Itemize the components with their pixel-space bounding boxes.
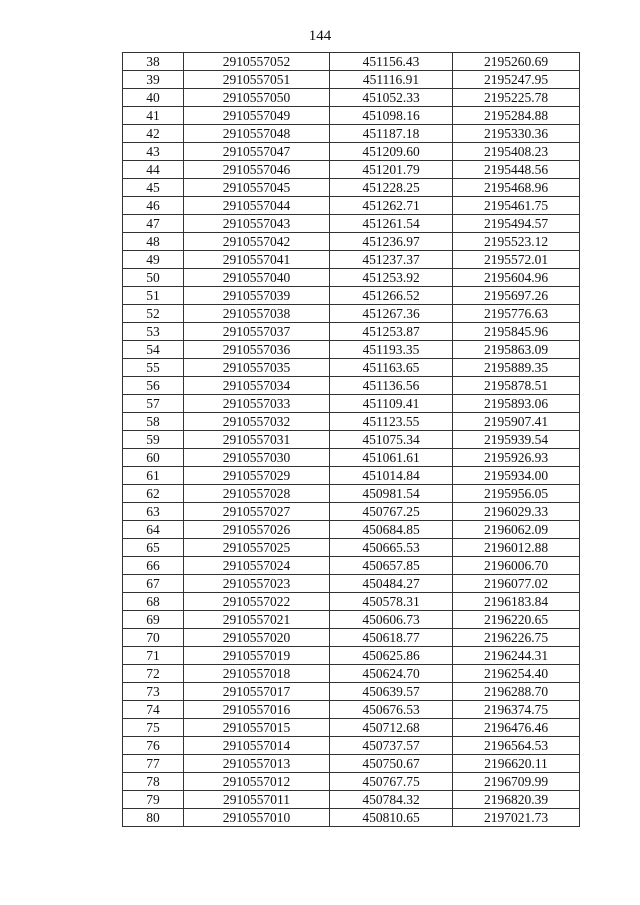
x-coordinate-cell: 450484.27 bbox=[330, 575, 453, 593]
point-id-cell: 2910557015 bbox=[184, 719, 330, 737]
x-coordinate-cell: 450981.54 bbox=[330, 485, 453, 503]
x-coordinate-cell: 451163.65 bbox=[330, 359, 453, 377]
y-coordinate-cell: 2195907.41 bbox=[453, 413, 580, 431]
point-number-cell: 50 bbox=[123, 269, 184, 287]
point-id-cell: 2910557039 bbox=[184, 287, 330, 305]
x-coordinate-cell: 451061.61 bbox=[330, 449, 453, 467]
y-coordinate-cell: 2196062.09 bbox=[453, 521, 580, 539]
x-coordinate-cell: 450625.86 bbox=[330, 647, 453, 665]
table-row bbox=[123, 575, 580, 593]
table-row bbox=[123, 233, 580, 251]
point-id-cell: 2910557031 bbox=[184, 431, 330, 449]
x-coordinate-cell: 451116.91 bbox=[330, 71, 453, 89]
x-coordinate-cell: 451228.25 bbox=[330, 179, 453, 197]
point-number-cell: 74 bbox=[123, 701, 184, 719]
table-row bbox=[123, 359, 580, 377]
point-id-cell: 2910557048 bbox=[184, 125, 330, 143]
point-number-cell: 76 bbox=[123, 737, 184, 755]
point-id-cell: 2910557022 bbox=[184, 593, 330, 611]
table-row bbox=[123, 467, 580, 485]
y-coordinate-cell: 2196226.75 bbox=[453, 629, 580, 647]
point-number-cell: 45 bbox=[123, 179, 184, 197]
x-coordinate-cell: 451253.87 bbox=[330, 323, 453, 341]
table-row bbox=[123, 269, 580, 287]
table-row bbox=[123, 539, 580, 557]
point-id-cell: 2910557035 bbox=[184, 359, 330, 377]
point-number-cell: 79 bbox=[123, 791, 184, 809]
table-row bbox=[123, 503, 580, 521]
point-number-cell: 78 bbox=[123, 773, 184, 791]
x-coordinate-cell: 451236.97 bbox=[330, 233, 453, 251]
point-id-cell: 2910557050 bbox=[184, 89, 330, 107]
point-id-cell: 2910557025 bbox=[184, 539, 330, 557]
x-coordinate-cell: 450624.70 bbox=[330, 665, 453, 683]
point-number-cell: 42 bbox=[123, 125, 184, 143]
point-id-cell: 2910557041 bbox=[184, 251, 330, 269]
table-row bbox=[123, 179, 580, 197]
point-id-cell: 2910557020 bbox=[184, 629, 330, 647]
x-coordinate-cell: 451123.55 bbox=[330, 413, 453, 431]
point-id-cell: 2910557045 bbox=[184, 179, 330, 197]
point-number-cell: 43 bbox=[123, 143, 184, 161]
x-coordinate-cell: 451075.34 bbox=[330, 431, 453, 449]
x-coordinate-cell: 450767.75 bbox=[330, 773, 453, 791]
point-number-cell: 56 bbox=[123, 377, 184, 395]
y-coordinate-cell: 2196254.40 bbox=[453, 665, 580, 683]
y-coordinate-cell: 2195845.96 bbox=[453, 323, 580, 341]
y-coordinate-cell: 2196006.70 bbox=[453, 557, 580, 575]
point-number-cell: 59 bbox=[123, 431, 184, 449]
point-number-cell: 65 bbox=[123, 539, 184, 557]
point-number-cell: 71 bbox=[123, 647, 184, 665]
table-row bbox=[123, 143, 580, 161]
y-coordinate-cell: 2196564.53 bbox=[453, 737, 580, 755]
y-coordinate-cell: 2195934.00 bbox=[453, 467, 580, 485]
y-coordinate-cell: 2195260.69 bbox=[453, 53, 580, 71]
point-id-cell: 2910557040 bbox=[184, 269, 330, 287]
table-row bbox=[123, 89, 580, 107]
point-number-cell: 62 bbox=[123, 485, 184, 503]
x-coordinate-cell: 450810.65 bbox=[330, 809, 453, 827]
x-coordinate-cell: 451187.18 bbox=[330, 125, 453, 143]
page-number: 144 bbox=[308, 28, 332, 44]
table-row bbox=[123, 395, 580, 413]
point-id-cell: 2910557032 bbox=[184, 413, 330, 431]
point-number-cell: 58 bbox=[123, 413, 184, 431]
point-id-cell: 2910557044 bbox=[184, 197, 330, 215]
point-id-cell: 2910557017 bbox=[184, 683, 330, 701]
table-row bbox=[123, 377, 580, 395]
point-id-cell: 2910557030 bbox=[184, 449, 330, 467]
table-row bbox=[123, 215, 580, 233]
x-coordinate-cell: 451261.54 bbox=[330, 215, 453, 233]
point-number-cell: 69 bbox=[123, 611, 184, 629]
x-coordinate-cell: 450618.77 bbox=[330, 629, 453, 647]
point-id-cell: 2910557011 bbox=[184, 791, 330, 809]
point-number-cell: 77 bbox=[123, 755, 184, 773]
x-coordinate-cell: 450665.53 bbox=[330, 539, 453, 557]
point-number-cell: 57 bbox=[123, 395, 184, 413]
x-coordinate-cell: 451109.41 bbox=[330, 395, 453, 413]
x-coordinate-cell: 451201.79 bbox=[330, 161, 453, 179]
x-coordinate-cell: 450737.57 bbox=[330, 737, 453, 755]
point-number-cell: 48 bbox=[123, 233, 184, 251]
point-id-cell: 2910557024 bbox=[184, 557, 330, 575]
y-coordinate-cell: 2195878.51 bbox=[453, 377, 580, 395]
point-id-cell: 2910557012 bbox=[184, 773, 330, 791]
table-row bbox=[123, 251, 580, 269]
y-coordinate-cell: 2196077.02 bbox=[453, 575, 580, 593]
table-row bbox=[123, 611, 580, 629]
point-id-cell: 2910557049 bbox=[184, 107, 330, 125]
point-number-cell: 51 bbox=[123, 287, 184, 305]
table-row bbox=[123, 197, 580, 215]
point-number-cell: 39 bbox=[123, 71, 184, 89]
point-number-cell: 55 bbox=[123, 359, 184, 377]
point-number-cell: 41 bbox=[123, 107, 184, 125]
table-row bbox=[123, 719, 580, 737]
y-coordinate-cell: 2196029.33 bbox=[453, 503, 580, 521]
point-id-cell: 2910557027 bbox=[184, 503, 330, 521]
x-coordinate-cell: 450657.85 bbox=[330, 557, 453, 575]
x-coordinate-cell: 451262.71 bbox=[330, 197, 453, 215]
table-row bbox=[123, 287, 580, 305]
y-coordinate-cell: 2195461.75 bbox=[453, 197, 580, 215]
x-coordinate-cell: 450639.57 bbox=[330, 683, 453, 701]
point-id-cell: 2910557037 bbox=[184, 323, 330, 341]
y-coordinate-cell: 2196220.65 bbox=[453, 611, 580, 629]
y-coordinate-cell: 2195494.57 bbox=[453, 215, 580, 233]
point-id-cell: 2910557028 bbox=[184, 485, 330, 503]
table-row bbox=[123, 485, 580, 503]
y-coordinate-cell: 2195863.09 bbox=[453, 341, 580, 359]
point-number-cell: 68 bbox=[123, 593, 184, 611]
table-row bbox=[123, 683, 580, 701]
point-id-cell: 2910557043 bbox=[184, 215, 330, 233]
point-number-cell: 67 bbox=[123, 575, 184, 593]
y-coordinate-cell: 2195448.56 bbox=[453, 161, 580, 179]
table-row bbox=[123, 125, 580, 143]
y-coordinate-cell: 2195776.63 bbox=[453, 305, 580, 323]
point-id-cell: 2910557016 bbox=[184, 701, 330, 719]
point-id-cell: 2910557051 bbox=[184, 71, 330, 89]
point-number-cell: 63 bbox=[123, 503, 184, 521]
table-row bbox=[123, 413, 580, 431]
x-coordinate-cell: 451156.43 bbox=[330, 53, 453, 71]
point-number-cell: 47 bbox=[123, 215, 184, 233]
table-row bbox=[123, 107, 580, 125]
y-coordinate-cell: 2196183.84 bbox=[453, 593, 580, 611]
y-coordinate-cell: 2195604.96 bbox=[453, 269, 580, 287]
table-row bbox=[123, 665, 580, 683]
coordinate-table bbox=[122, 52, 580, 827]
point-id-cell: 2910557047 bbox=[184, 143, 330, 161]
point-id-cell: 2910557046 bbox=[184, 161, 330, 179]
table-row bbox=[123, 449, 580, 467]
point-number-cell: 66 bbox=[123, 557, 184, 575]
y-coordinate-cell: 2196476.46 bbox=[453, 719, 580, 737]
point-number-cell: 46 bbox=[123, 197, 184, 215]
x-coordinate-cell: 450712.68 bbox=[330, 719, 453, 737]
y-coordinate-cell: 2195523.12 bbox=[453, 233, 580, 251]
x-coordinate-cell: 451266.52 bbox=[330, 287, 453, 305]
x-coordinate-cell: 450784.32 bbox=[330, 791, 453, 809]
y-coordinate-cell: 2196820.39 bbox=[453, 791, 580, 809]
y-coordinate-cell: 2196374.75 bbox=[453, 701, 580, 719]
y-coordinate-cell: 2196012.88 bbox=[453, 539, 580, 557]
x-coordinate-cell: 451267.36 bbox=[330, 305, 453, 323]
x-coordinate-cell: 451253.92 bbox=[330, 269, 453, 287]
table-row bbox=[123, 341, 580, 359]
y-coordinate-cell: 2195893.06 bbox=[453, 395, 580, 413]
point-id-cell: 2910557029 bbox=[184, 467, 330, 485]
point-id-cell: 2910557033 bbox=[184, 395, 330, 413]
table-row bbox=[123, 521, 580, 539]
y-coordinate-cell: 2195408.23 bbox=[453, 143, 580, 161]
point-id-cell: 2910557013 bbox=[184, 755, 330, 773]
point-id-cell: 2910557052 bbox=[184, 53, 330, 71]
table-row bbox=[123, 629, 580, 647]
x-coordinate-cell: 451237.37 bbox=[330, 251, 453, 269]
point-number-cell: 64 bbox=[123, 521, 184, 539]
point-number-cell: 60 bbox=[123, 449, 184, 467]
x-coordinate-cell: 451014.84 bbox=[330, 467, 453, 485]
table-row bbox=[123, 755, 580, 773]
x-coordinate-cell: 450606.73 bbox=[330, 611, 453, 629]
y-coordinate-cell: 2195572.01 bbox=[453, 251, 580, 269]
y-coordinate-cell: 2195468.96 bbox=[453, 179, 580, 197]
table-row bbox=[123, 737, 580, 755]
x-coordinate-cell: 450578.31 bbox=[330, 593, 453, 611]
point-id-cell: 2910557026 bbox=[184, 521, 330, 539]
point-id-cell: 2910557010 bbox=[184, 809, 330, 827]
point-number-cell: 80 bbox=[123, 809, 184, 827]
y-coordinate-cell: 2196244.31 bbox=[453, 647, 580, 665]
table-row bbox=[123, 557, 580, 575]
point-id-cell: 2910557021 bbox=[184, 611, 330, 629]
table-body bbox=[123, 53, 580, 827]
y-coordinate-cell: 2196288.70 bbox=[453, 683, 580, 701]
x-coordinate-cell: 450750.67 bbox=[330, 755, 453, 773]
point-id-cell: 2910557023 bbox=[184, 575, 330, 593]
table-row bbox=[123, 323, 580, 341]
y-coordinate-cell: 2196620.11 bbox=[453, 755, 580, 773]
point-id-cell: 2910557018 bbox=[184, 665, 330, 683]
table-row bbox=[123, 773, 580, 791]
table-row bbox=[123, 161, 580, 179]
point-number-cell: 73 bbox=[123, 683, 184, 701]
y-coordinate-cell: 2195247.95 bbox=[453, 71, 580, 89]
y-coordinate-cell: 2195926.93 bbox=[453, 449, 580, 467]
table-row bbox=[123, 809, 580, 827]
point-id-cell: 2910557034 bbox=[184, 377, 330, 395]
table-row bbox=[123, 701, 580, 719]
y-coordinate-cell: 2195330.36 bbox=[453, 125, 580, 143]
y-coordinate-cell: 2195284.88 bbox=[453, 107, 580, 125]
x-coordinate-cell: 450767.25 bbox=[330, 503, 453, 521]
x-coordinate-cell: 451136.56 bbox=[330, 377, 453, 395]
point-id-cell: 2910557038 bbox=[184, 305, 330, 323]
point-id-cell: 2910557019 bbox=[184, 647, 330, 665]
point-number-cell: 40 bbox=[123, 89, 184, 107]
x-coordinate-cell: 451193.35 bbox=[330, 341, 453, 359]
y-coordinate-cell: 2197021.73 bbox=[453, 809, 580, 827]
point-id-cell: 2910557042 bbox=[184, 233, 330, 251]
y-coordinate-cell: 2195889.35 bbox=[453, 359, 580, 377]
x-coordinate-cell: 451052.33 bbox=[330, 89, 453, 107]
y-coordinate-cell: 2195956.05 bbox=[453, 485, 580, 503]
point-number-cell: 61 bbox=[123, 467, 184, 485]
y-coordinate-cell: 2195939.54 bbox=[453, 431, 580, 449]
x-coordinate-cell: 450684.85 bbox=[330, 521, 453, 539]
x-coordinate-cell: 450676.53 bbox=[330, 701, 453, 719]
table-row bbox=[123, 305, 580, 323]
table-row bbox=[123, 647, 580, 665]
point-number-cell: 52 bbox=[123, 305, 184, 323]
table-row bbox=[123, 791, 580, 809]
point-id-cell: 2910557014 bbox=[184, 737, 330, 755]
y-coordinate-cell: 2196709.99 bbox=[453, 773, 580, 791]
point-number-cell: 53 bbox=[123, 323, 184, 341]
point-number-cell: 49 bbox=[123, 251, 184, 269]
point-id-cell: 2910557036 bbox=[184, 341, 330, 359]
point-number-cell: 75 bbox=[123, 719, 184, 737]
y-coordinate-cell: 2195697.26 bbox=[453, 287, 580, 305]
table-row bbox=[123, 593, 580, 611]
point-number-cell: 38 bbox=[123, 53, 184, 71]
table-row bbox=[123, 53, 580, 71]
y-coordinate-cell: 2195225.78 bbox=[453, 89, 580, 107]
point-number-cell: 72 bbox=[123, 665, 184, 683]
table-row bbox=[123, 431, 580, 449]
point-number-cell: 70 bbox=[123, 629, 184, 647]
x-coordinate-cell: 451209.60 bbox=[330, 143, 453, 161]
point-number-cell: 54 bbox=[123, 341, 184, 359]
x-coordinate-cell: 451098.16 bbox=[330, 107, 453, 125]
point-number-cell: 44 bbox=[123, 161, 184, 179]
table-row bbox=[123, 71, 580, 89]
